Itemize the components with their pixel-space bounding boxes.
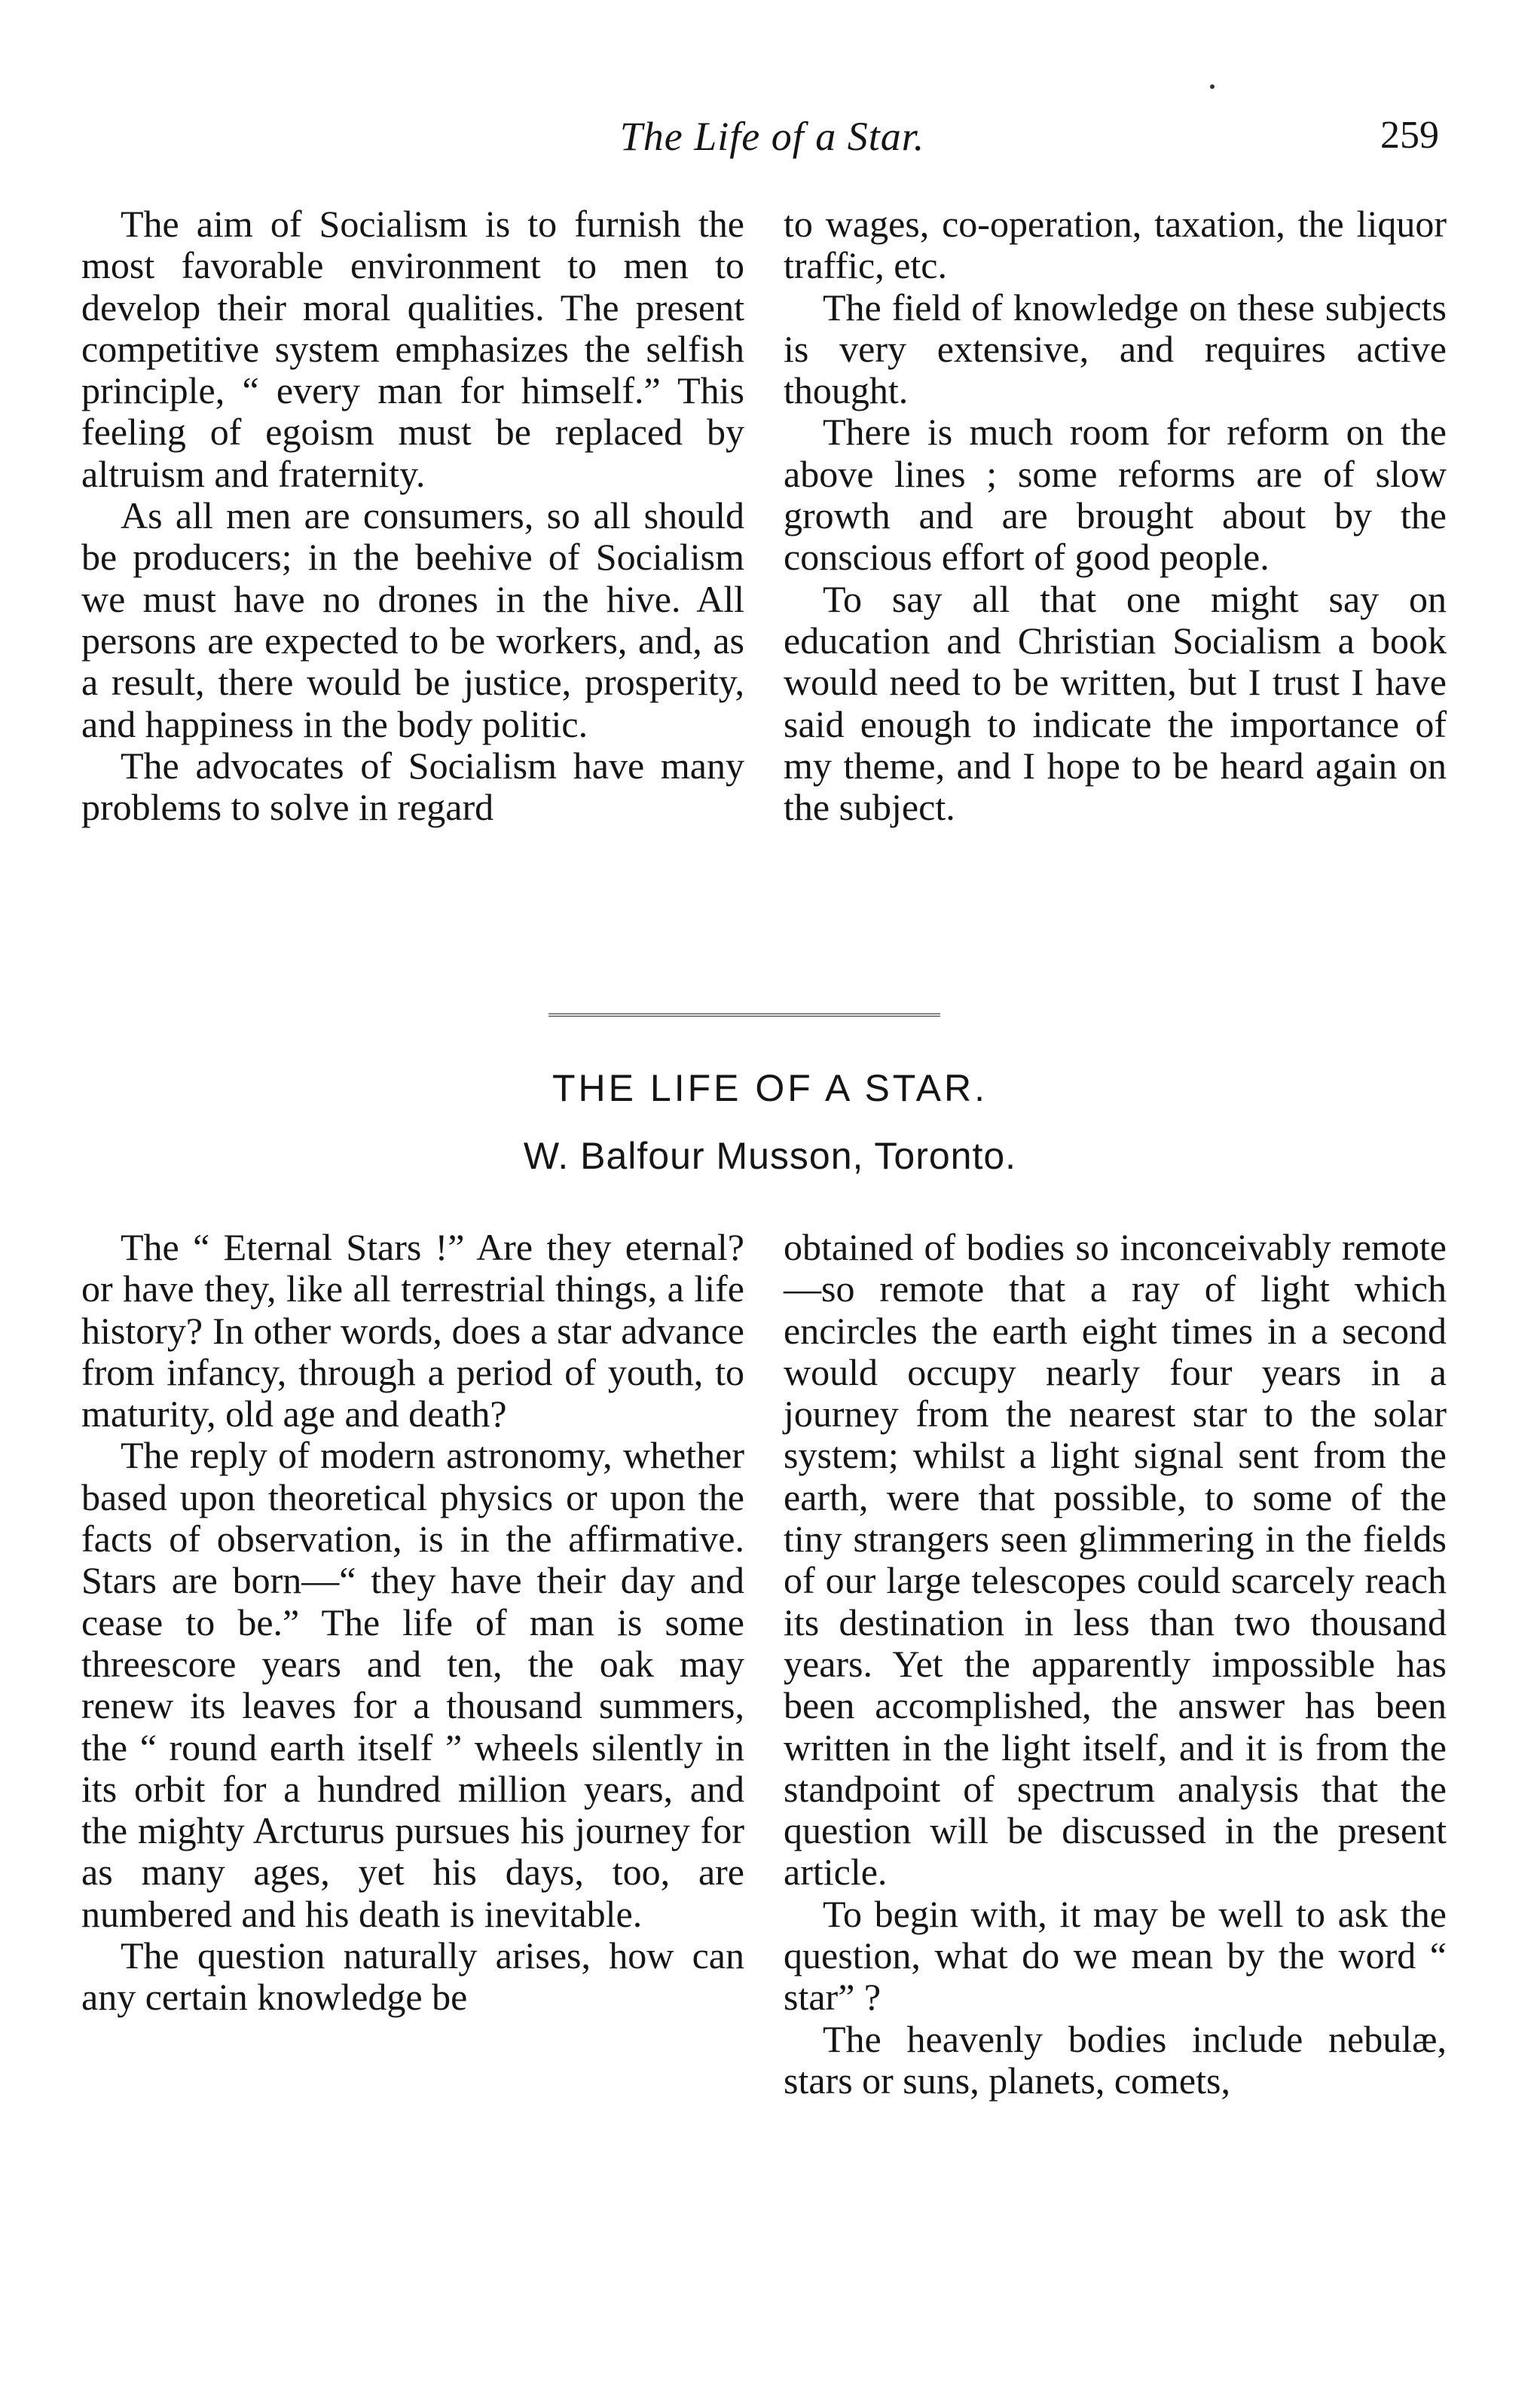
- paragraph-continuation: to wages, co-operation, taxation, the liquor traffic, etc.: [784, 203, 1447, 287]
- ink-speck: [1210, 84, 1215, 89]
- page-number: 259: [1380, 114, 1439, 157]
- running-head: [83, 113, 1462, 173]
- article-author: W. Balfour Musson, Toronto.: [523, 1135, 1017, 1177]
- paragraph: To begin with, it may be well to ask the question, what do we mean by the word “ star” ?: [784, 1892, 1447, 2019]
- paragraph: There is much room for reform on the above lines ; some reforms are of slow growth and are brought about by the conscious effort of good people.: [784, 411, 1447, 579]
- paragraph: The heavenly bodies include nebulæ, stars or suns, planets, comets,: [784, 2017, 1447, 2102]
- paragraph: The question naturally arises, how can any certain knowledge be: [81, 1934, 744, 2019]
- paragraph: The “ Eternal Stars !” Are they eternal? or have they, like all terrestrial things, a life history? In other words, does a star advance from infancy, through a period of youth, to maturity, old age and death?: [81, 1226, 744, 1435]
- running-title: The Life of a Star.: [619, 114, 925, 159]
- article-left-column: [81, 1227, 744, 2019]
- article-title: THE LIFE OF A STAR.: [552, 1067, 988, 1109]
- paragraph: The reply of modern astronomy, whether based upon theoretical physics or upon the facts of observation, is in the affirmative. Stars are born—“ they have their day and cease to be.” The life of man is some threescore years and ten, the oak may renew its leaves for a thousand summers, the “ round earth itself ” wheels silently in its orbit for a hundred million years, and the mighty Arcturus pursues his journey for as many ages, yet his days, too, are numbered and his death is inevitable.: [81, 1434, 744, 1935]
- section-divider: [548, 1013, 940, 1017]
- paragraph: The advocates of Socialism have many problems to solve in regard: [81, 744, 744, 829]
- paragraph: The field of knowledge on these subjects is very extensive, and requires active thought.: [784, 286, 1447, 412]
- paragraph: To say all that one might say on education and Christian Socialism a book would need to be written, but I trust I have said enough to indicate the importance of my theme, and I hope to be heard again on the subject.: [784, 577, 1447, 829]
- article-right-column: [784, 1227, 1447, 2102]
- paragraph: The aim of Socialism is to furnish the most favorable environment to men to develop their moral qualities. The present competitive system emphasizes the selfish principle, “ every man for himself.” This feeling of egoism must be replaced by altruism and fraternity.: [81, 203, 744, 495]
- previous-article-right-column: [784, 203, 1447, 828]
- paragraph: As all men are consumers, so all should be producers; in the beehive of Socialism we must have no drones in the hive. All persons are expected to be workers, and, as a result, there would be justice, prosperity, and happiness in the body politic.: [81, 494, 744, 745]
- paragraph-continuation: obtained of bodies so inconceivably remote—so remote that a ray of light which encircles the earth eight times in a second would occupy nearly four years in a journey from the nearest star to the solar system; whilst a light signal sent from the earth, were that possible, to some of the tiny strangers seen glimmering in the fields of our large telescopes could scarcely reach its destination in less than two thousand years. Yet the apparently impossible has been accomplished, the answer has been written in the light itself, and it is from the standpoint of spectrum analysis that the question will be discussed in the present article.: [784, 1226, 1447, 1894]
- previous-article-left-column: [81, 203, 744, 828]
